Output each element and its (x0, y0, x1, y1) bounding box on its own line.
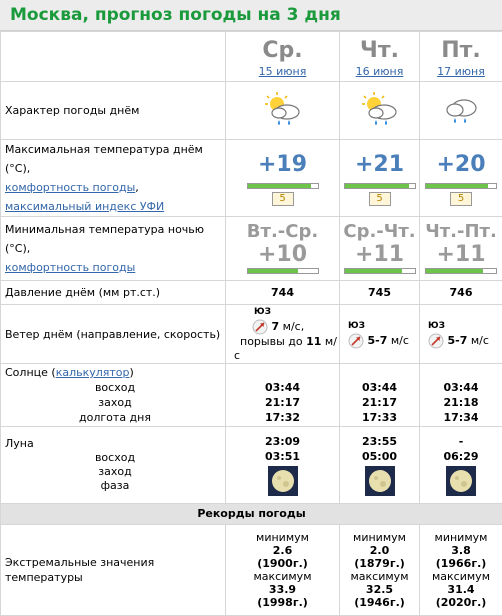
daylength-value: 17:34 (420, 410, 502, 425)
day-date-link[interactable]: 17 июня (420, 65, 502, 79)
comfort-bar-fill (426, 269, 483, 273)
record-max-value: 32.5 (366, 583, 393, 596)
uv-badge: 5 (369, 192, 391, 206)
comfort-bar-fill (248, 269, 298, 273)
row-label (1, 217, 226, 281)
moon-phase-icon (365, 466, 395, 496)
wind-unit: м/с, (283, 320, 305, 333)
max-temp-value: +20 (420, 151, 502, 179)
moon-phase-icon (268, 466, 298, 496)
partly-cloudy-rain-icon (360, 91, 400, 131)
min-temp-value: +10 (226, 243, 339, 267)
min-temp-value: +11 (340, 243, 419, 267)
pressure-value: 744 (226, 281, 340, 305)
wind-unit: м/с (471, 334, 489, 347)
wind-arrow-icon (252, 319, 268, 335)
day-col-2 (420, 32, 502, 82)
night-range: Чт.-Пт. (420, 221, 502, 243)
wind-arrow-icon (428, 333, 444, 349)
min-temp-cell (420, 217, 502, 281)
row-label: Характер погоды днём (1, 82, 226, 140)
daylength-value: 17:32 (226, 410, 339, 425)
night-range: Ср.-Чт. (340, 221, 419, 243)
moon-cell (340, 427, 420, 504)
min-temp-label: Минимальная температура ночью ( (5, 223, 204, 255)
moonrise-time: - (420, 434, 502, 449)
sun-cell (226, 364, 340, 427)
record-min-year: (1966г.) (436, 557, 487, 570)
day-header-row (1, 32, 502, 82)
record-max-year: (1946г.) (354, 596, 405, 609)
max-temp-label-end: ), (22, 162, 30, 175)
row-label: Давление днём (мм рт.ст.) (1, 281, 226, 305)
moonset-label: заход (5, 465, 225, 479)
sunset-time: 21:17 (226, 395, 339, 410)
day-date-link[interactable]: 15 июня (226, 65, 339, 79)
weather-cell (226, 82, 340, 140)
sun-row (1, 364, 502, 427)
uv-index-link[interactable]: максимальный индекс УФИ (5, 200, 164, 213)
night-range: Вт.-Ср. (226, 221, 339, 243)
pressure-value: 745 (340, 281, 420, 305)
moon-label: Луна (5, 437, 225, 451)
record-max-value: 33.9 (269, 583, 296, 596)
day-col-0 (226, 32, 340, 82)
comfort-sep: , (135, 181, 139, 194)
comfort-bar (344, 268, 416, 274)
day-name: Чт. (340, 37, 419, 65)
wind-cell (340, 305, 420, 364)
moon-phase-icon (446, 466, 476, 496)
record-min-label: минимум (226, 531, 339, 544)
record-max-label: максимум (226, 570, 339, 583)
comfort-bar (425, 183, 497, 189)
wind-speed: 7 (272, 320, 280, 333)
record-max-year: (1998г.) (257, 596, 308, 609)
max-temp-row (1, 140, 502, 217)
moonrise-time: 23:55 (340, 434, 419, 449)
max-temp-unit: °C (9, 162, 22, 175)
cloudy-rain-icon (441, 91, 481, 131)
min-temp-value: +11 (420, 243, 502, 267)
record-min-value: 3.8 (451, 544, 471, 557)
comfort-bar-fill (248, 184, 311, 188)
record-min-value: 2.6 (273, 544, 293, 557)
day-name: Пт. (420, 37, 502, 65)
wind-direction: ЮЗ (428, 319, 502, 333)
pressure-row (1, 281, 502, 305)
weather-cell (340, 82, 420, 140)
moonrise-time: 23:09 (226, 434, 339, 449)
record-max-value: 31.4 (447, 583, 474, 596)
gust-unit: м/с (234, 335, 337, 362)
page-title: Москва, прогноз погоды на 3 дня (0, 0, 502, 31)
sunset-label: заход (5, 395, 225, 410)
min-temp-unit: °C (9, 242, 22, 255)
record-min-year: (1900г.) (257, 557, 308, 570)
record-max-label: максимум (340, 570, 419, 583)
min-temp-row (1, 217, 502, 281)
sun-cell (420, 364, 502, 427)
row-label (1, 140, 226, 217)
uv-badge: 5 (272, 192, 294, 206)
comfort-bar-fill (426, 184, 488, 188)
row-label: Экстремальные значения температуры (1, 525, 226, 616)
sun-cell (340, 364, 420, 427)
min-temp-label-end: ), (22, 242, 30, 255)
weather-character-row (1, 82, 502, 140)
record-max-year: (2020г.) (436, 596, 487, 609)
wind-cell (420, 305, 502, 364)
sunset-time: 21:17 (340, 395, 419, 410)
comfort-bar (425, 268, 497, 274)
daylength-value: 17:33 (340, 410, 419, 425)
record-max-label: максимум (420, 570, 502, 583)
moonset-time: 03:51 (226, 449, 339, 464)
gust-speed: 11 (306, 335, 321, 348)
record-cell (226, 525, 340, 616)
forecast-table (0, 31, 502, 616)
comfort-bar-fill (345, 184, 409, 188)
moonset-time: 06:29 (420, 449, 502, 464)
records-header-row (1, 504, 502, 525)
comfort-link[interactable]: комфортность погоды (5, 261, 135, 274)
uv-badge: 5 (450, 192, 472, 206)
sun-label: Солнце ( (5, 366, 56, 379)
wind-row (1, 305, 502, 364)
comfort-bar (344, 183, 416, 189)
wind-speed: 5-7 (368, 334, 388, 347)
min-temp-cell (340, 217, 420, 281)
max-temp-value: +19 (226, 151, 339, 179)
header-corner (1, 32, 226, 82)
comfort-bar-fill (345, 269, 402, 273)
max-temp-cell (340, 140, 420, 217)
sun-label-end: ) (130, 366, 134, 379)
max-temp-value: +21 (340, 151, 419, 179)
wind-cell (226, 305, 340, 364)
moon-phase-label: фаза (5, 479, 225, 493)
moon-cell (226, 427, 340, 504)
record-min-value: 2.0 (370, 544, 390, 557)
wind-direction: ЮЗ (234, 305, 339, 319)
gust-label: порывы до (234, 335, 303, 348)
max-temp-cell (420, 140, 502, 217)
moon-cell (420, 427, 502, 504)
records-header: Рекорды погоды (1, 504, 502, 525)
record-cell (340, 525, 420, 616)
record-min-label: минимум (420, 531, 502, 544)
pressure-value: 746 (420, 281, 502, 305)
row-label (1, 364, 226, 427)
max-temp-label: Максимальная температура днём ( (5, 143, 203, 175)
record-cell (420, 525, 502, 616)
record-min-label: минимум (340, 531, 419, 544)
comfort-bar (247, 268, 319, 274)
moonset-time: 05:00 (340, 449, 419, 464)
record-min-year: (1879г.) (354, 557, 405, 570)
sunrise-time: 03:44 (420, 380, 502, 395)
sunrise-label: восход (5, 380, 225, 395)
day-date-link[interactable]: 16 июня (340, 65, 419, 79)
comfort-bar (247, 183, 319, 189)
wind-unit: м/с (391, 334, 409, 347)
sunset-time: 21:18 (420, 395, 502, 410)
wind-speed: 5-7 (448, 334, 468, 347)
moon-row (1, 427, 502, 504)
row-label (1, 427, 226, 504)
day-col-1 (340, 32, 420, 82)
sun-calculator-link[interactable]: калькулятор (56, 366, 130, 379)
moonrise-label: восход (5, 451, 225, 465)
daylength-label: долгота дня (5, 410, 225, 425)
day-name: Ср. (226, 37, 339, 65)
min-temp-cell (226, 217, 340, 281)
partly-cloudy-rain-icon (263, 91, 303, 131)
records-row (1, 525, 502, 616)
wind-direction: ЮЗ (348, 319, 419, 333)
max-temp-cell (226, 140, 340, 217)
comfort-link[interactable]: комфортность погоды (5, 181, 135, 194)
sunrise-time: 03:44 (340, 380, 419, 395)
row-label: Ветер днём (направление, скорость) (1, 305, 226, 364)
wind-arrow-icon (348, 333, 364, 349)
sunrise-time: 03:44 (226, 380, 339, 395)
weather-cell (420, 82, 502, 140)
